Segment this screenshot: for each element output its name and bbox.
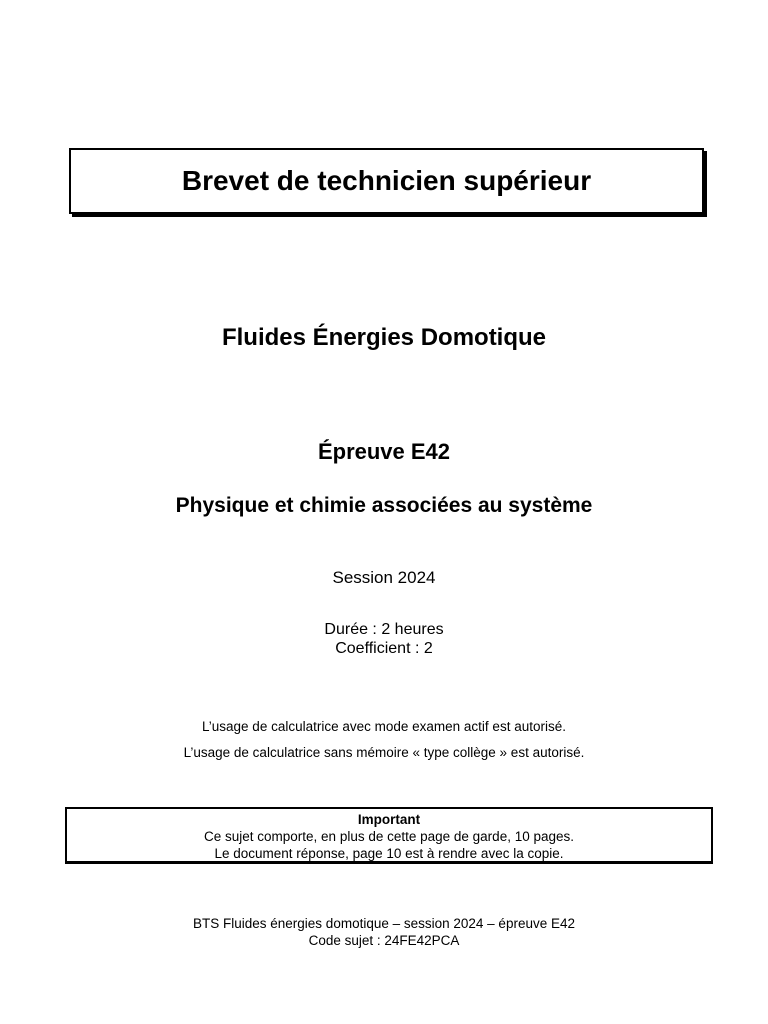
important-box bbox=[65, 807, 713, 864]
coefficient-text: Coefficient : 2 bbox=[335, 640, 433, 657]
subject-heading: Physique et chimie associées au système bbox=[175, 494, 593, 517]
footer bbox=[0, 915, 768, 949]
important-line-answer-sheet: Le document réponse, page 10 est à rendre avec la copie. bbox=[214, 846, 564, 861]
title-box bbox=[69, 148, 704, 214]
calculator-rule-1: L’usage de calculatrice avec mode examen actif est autorisé. bbox=[202, 719, 566, 734]
important-line-pages: Ce sujet comporte, en plus de cette page de garde, 10 pages. bbox=[204, 829, 574, 844]
duration-text: Durée : 2 heures bbox=[324, 621, 444, 638]
document-title: Brevet de technicien supérieur bbox=[181, 165, 592, 196]
calculator-rule-2: L’usage de calculatrice sans mémoire « type collège » est autorisé. bbox=[183, 745, 585, 760]
important-title: Important bbox=[357, 812, 421, 827]
speciality-heading: Fluides Énergies Domotique bbox=[221, 324, 547, 351]
epreuve-heading: Épreuve E42 bbox=[317, 439, 451, 464]
session-text: Session 2024 bbox=[332, 568, 436, 587]
duration-block bbox=[0, 620, 768, 658]
footer-subject-code: Code sujet : 24FE42PCA bbox=[308, 933, 460, 948]
footer-exam-info: BTS Fluides énergies domotique – session 2024 – épreuve E42 bbox=[193, 916, 575, 931]
